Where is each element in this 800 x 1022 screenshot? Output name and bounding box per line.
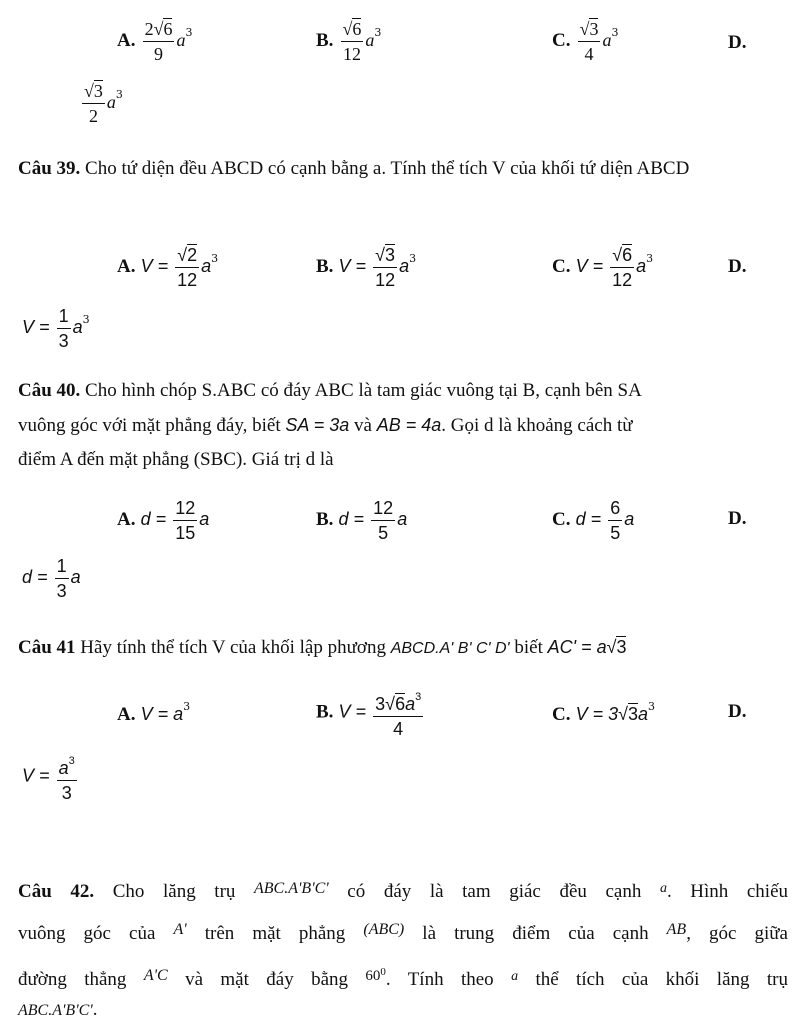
condition: AC' = a√3 bbox=[547, 637, 627, 657]
fraction: $\frac{√3}{2}$ bbox=[84, 81, 103, 126]
fraction: $\frac{√2}{12}$ bbox=[177, 245, 198, 290]
option-label: B. bbox=[316, 256, 334, 277]
fraction: $\frac{1}{3}$ bbox=[56, 556, 67, 601]
fraction: $\frac{√6}{12}$ bbox=[612, 245, 633, 290]
option-label: C. bbox=[552, 704, 571, 725]
option-label: A. bbox=[117, 704, 136, 725]
q41-stem: Câu 41 Hãy tính thể tích V của khối lập phương ABCD.A' B' C' D' biết AC' = a√3 bbox=[18, 637, 627, 658]
q40-option-c: C. d = $\frac{6}{5}$ a bbox=[552, 498, 635, 543]
option-label: B. bbox=[316, 509, 334, 530]
condition-sa: SA = 3a bbox=[285, 415, 350, 435]
question-label: Câu 41 bbox=[18, 637, 76, 658]
option-label: C. bbox=[552, 256, 571, 277]
q41-option-b: B. V = $\frac{3√6a^3}{4}$ bbox=[316, 686, 425, 740]
fraction: $\frac{12}{5}$ bbox=[373, 498, 394, 543]
q41-option-d-label: D. bbox=[728, 701, 747, 722]
q40-stem: Câu 40. Cho hình chóp S.ABC có đáy ABC là tam giác vuông tại B, cạnh bên SA vuông góc với mặt phẳng đáy, biết SA = 3a và AB = 4a. Gọi d là khoảng cách từ điểm A đến mặt phẳng (SBC). Giá trị d là bbox=[18, 380, 642, 470]
q39-option-a: A. V = $\frac{√2}{12}$ $a^3$ bbox=[117, 245, 219, 290]
q41-option-c: C. $V = 3√3a^3$ bbox=[552, 700, 656, 725]
q41-option-a: A. $V = a^3$ bbox=[117, 700, 191, 725]
fraction: $\frac{√3}{12}$ bbox=[375, 245, 396, 290]
q38-option-a: A. $\frac{2√6}{9}$ $a^3$ bbox=[117, 19, 193, 64]
question-label: Câu 40. bbox=[18, 380, 81, 401]
q39-option-d-label: D. bbox=[728, 256, 747, 277]
q39-option-c: C. V = $\frac{√6}{12}$ $a^3$ bbox=[552, 245, 654, 290]
fraction: $\frac{1}{3}$ bbox=[58, 306, 69, 351]
option-label: A. bbox=[117, 509, 136, 530]
q38-option-d-label: D. bbox=[728, 32, 747, 53]
question-label: Câu 39. bbox=[18, 158, 81, 179]
fraction: $\frac{√6}{12}$ bbox=[342, 19, 362, 64]
fraction: $\frac{a^3}{3}$ bbox=[57, 750, 77, 804]
fraction: $\frac{√3}{4}$ bbox=[579, 19, 599, 64]
fraction: $\frac{6}{5}$ bbox=[610, 498, 621, 543]
q40-option-d: d = $\frac{1}{3}$ a bbox=[22, 556, 81, 601]
option-label: B. bbox=[316, 701, 334, 723]
q39-option-d: V = $\frac{1}{3}$ $a^3$ bbox=[22, 306, 90, 351]
q40-option-d-label: D. bbox=[728, 508, 747, 529]
option-label: A. bbox=[117, 256, 136, 277]
q40-option-b: B. d = $\frac{12}{5}$ a bbox=[316, 498, 408, 543]
option-label: A. bbox=[117, 30, 136, 51]
fraction: $\frac{2√6}{9}$ bbox=[144, 19, 173, 64]
q42-stem: Câu 42. Cho lăng trụ $^{ABC.A'B'C'}$ có đáy là tam giác đều cạnh $^a$. Hình chiếu vuông góc của $^{A'}$ trên mặt phẳng $^{(ABC)}$ là trung điểm của cạnh $^{AB}$, góc giữa đường thẳng $^{A'C}$ và mặt đáy bằng $^{600}$. Tính theo $^a$ thể tích của khối lăng trụ ABC.A'B'C'. bbox=[18, 880, 789, 1020]
q38-option-d: $\frac{√3}{2}$ $a^3$ bbox=[84, 81, 123, 126]
cube-name: ABCD.A' B' C' D' bbox=[390, 640, 510, 657]
q41-option-d: V = $\frac{a^3}{3}$ bbox=[22, 750, 79, 804]
option-label: C. bbox=[552, 30, 571, 51]
question-label: Câu 42. bbox=[18, 881, 95, 902]
q40-option-a: A. d = $\frac{12}{15}$ a bbox=[117, 498, 210, 543]
q39-stem bbox=[18, 152, 788, 186]
fraction: $\frac{3√6a^3}{4}$ bbox=[373, 686, 423, 740]
condition-ab: AB = 4a bbox=[376, 415, 442, 435]
question-text: Cho tứ diện đều ABCD có cạnh bằng a. Tính thể tích V của khối tứ diện ABCD bbox=[80, 158, 690, 179]
q39-option-b: B. V = $\frac{√3}{12}$ $a^3$ bbox=[316, 245, 417, 290]
q38-option-c: C. $\frac{√3}{4}$ $a^3$ bbox=[552, 19, 619, 64]
option-label: B. bbox=[316, 30, 334, 51]
fraction: $\frac{12}{15}$ bbox=[175, 498, 196, 543]
option-label: C. bbox=[552, 509, 571, 530]
q38-option-b: B. $\frac{√6}{12}$ $a^3$ bbox=[316, 19, 382, 64]
